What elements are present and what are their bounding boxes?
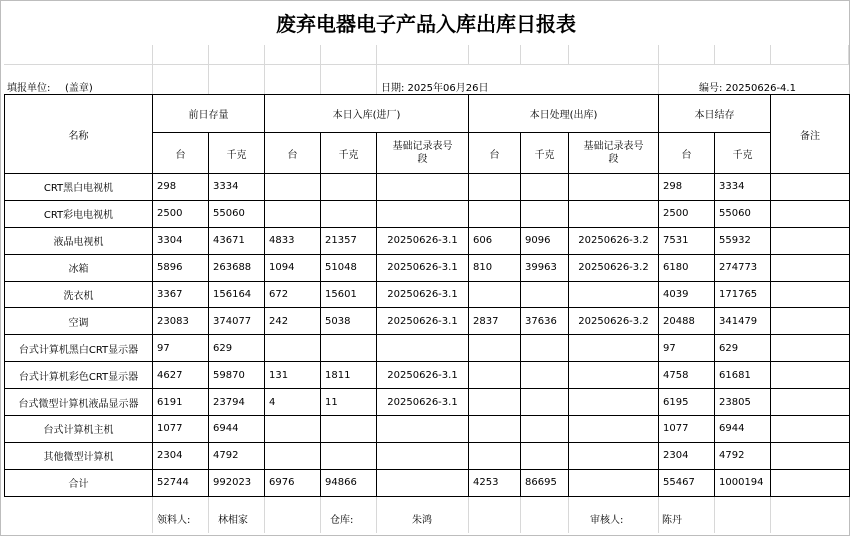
cell-in-record xyxy=(377,335,469,362)
cell-in-tai: 131 xyxy=(265,362,321,389)
cell-in-record: 20250626-3.1 xyxy=(377,308,469,335)
cell-closing-kg: 6944 xyxy=(715,416,771,443)
cell-out-tai: 2837 xyxy=(469,308,521,335)
cell-out-record xyxy=(569,469,659,496)
cell-in-tai: 6976 xyxy=(265,469,321,496)
cell-remark xyxy=(771,469,850,496)
cell-out-tai xyxy=(469,281,521,308)
cell-out-record: 20250626-3.2 xyxy=(569,254,659,281)
header-name: 名称 xyxy=(5,95,153,174)
cell-in-record xyxy=(377,469,469,496)
cell-prev-tai: 3304 xyxy=(153,227,209,254)
cell-closing-kg: 171765 xyxy=(715,281,771,308)
cell-prev-kg: 55060 xyxy=(209,200,265,227)
table-row xyxy=(5,335,850,362)
cell-in-kg: 21357 xyxy=(321,227,377,254)
cell-prev-tai: 5896 xyxy=(153,254,209,281)
cell-remark xyxy=(771,362,850,389)
cell-prev-tai: 52744 xyxy=(153,469,209,496)
cell-out-record xyxy=(569,362,659,389)
cell-prev-kg: 374077 xyxy=(209,308,265,335)
report-number: 编号: 20250626-4.1 xyxy=(699,83,796,94)
cell-in-record: 20250626-3.1 xyxy=(377,227,469,254)
cell-out-tai xyxy=(469,174,521,201)
warehouse-name: 朱鸿 xyxy=(412,515,432,526)
cell-out-kg xyxy=(521,442,569,469)
cell-prev-kg: 59870 xyxy=(209,362,265,389)
cell-in-tai xyxy=(265,174,321,201)
table-row xyxy=(5,416,850,443)
cell-prev-kg: 6944 xyxy=(209,416,265,443)
cell-prev-tai: 97 xyxy=(153,335,209,362)
cell-out-record: 20250626-3.2 xyxy=(569,227,659,254)
cell-closing-kg: 274773 xyxy=(715,254,771,281)
cell-out-kg xyxy=(521,335,569,362)
cell-prev-kg: 23794 xyxy=(209,389,265,416)
cell-in-kg xyxy=(321,200,377,227)
cell-out-tai: 810 xyxy=(469,254,521,281)
header-in-record: 基础记录表号段 xyxy=(377,133,469,174)
cell-out-kg: 86695 xyxy=(521,469,569,496)
table-row xyxy=(5,442,850,469)
header-prev-kg: 千克 xyxy=(209,133,265,174)
cell-remark xyxy=(771,308,850,335)
cell-remark xyxy=(771,227,850,254)
cell-in-kg: 94866 xyxy=(321,469,377,496)
cell-prev-kg: 263688 xyxy=(209,254,265,281)
cell-in-kg xyxy=(321,335,377,362)
receiver-label: 领料人: xyxy=(157,515,191,526)
cell-out-tai xyxy=(469,389,521,416)
header-prev-tai: 台 xyxy=(153,133,209,174)
cell-prev-tai: 4627 xyxy=(153,362,209,389)
header-closing: 本日结存 xyxy=(659,95,771,133)
signature-row xyxy=(4,497,848,533)
cell-row-name: 冰箱 xyxy=(5,254,153,281)
cell-in-kg xyxy=(321,174,377,201)
header-inbound: 本日入库(进厂) xyxy=(265,95,469,133)
table-row xyxy=(5,281,850,308)
cell-in-record xyxy=(377,174,469,201)
cell-prev-kg: 629 xyxy=(209,335,265,362)
cell-closing-tai: 6195 xyxy=(659,389,715,416)
cell-remark xyxy=(771,442,850,469)
reviewer-name: 陈丹 xyxy=(662,515,682,526)
header-out-kg: 千克 xyxy=(521,133,569,174)
cell-row-name: 台式计算机彩色CRT显示器 xyxy=(5,362,153,389)
cell-closing-tai: 55467 xyxy=(659,469,715,496)
report-title: 废弃电器电子产品入库出库日报表 xyxy=(276,12,576,36)
cell-closing-tai: 7531 xyxy=(659,227,715,254)
cell-prev-kg: 992023 xyxy=(209,469,265,496)
report-table xyxy=(4,94,850,497)
cell-closing-kg: 629 xyxy=(715,335,771,362)
cell-closing-kg: 61681 xyxy=(715,362,771,389)
blank-grid-row xyxy=(4,45,848,64)
cell-in-kg: 1811 xyxy=(321,362,377,389)
cell-remark xyxy=(771,389,850,416)
cell-out-tai: 606 xyxy=(469,227,521,254)
cell-remark xyxy=(771,281,850,308)
cell-in-tai: 4 xyxy=(265,389,321,416)
cell-out-tai xyxy=(469,416,521,443)
cell-in-kg: 11 xyxy=(321,389,377,416)
cell-in-tai xyxy=(265,335,321,362)
receiver-name: 林相家 xyxy=(218,515,248,526)
table-row xyxy=(5,308,850,335)
cell-out-tai xyxy=(469,442,521,469)
cell-out-record xyxy=(569,416,659,443)
reviewer-label: 审核人: xyxy=(590,515,624,526)
cell-prev-kg: 156164 xyxy=(209,281,265,308)
cell-in-record xyxy=(377,416,469,443)
cell-out-tai xyxy=(469,200,521,227)
cell-prev-tai: 1077 xyxy=(153,416,209,443)
cell-row-name: 液晶电视机 xyxy=(5,227,153,254)
cell-closing-tai: 97 xyxy=(659,335,715,362)
cell-in-tai: 672 xyxy=(265,281,321,308)
cell-row-name: 台式计算机主机 xyxy=(5,416,153,443)
cell-closing-kg: 55932 xyxy=(715,227,771,254)
cell-row-name: 台式微型计算机液晶显示器 xyxy=(5,389,153,416)
cell-row-name: 空调 xyxy=(5,308,153,335)
cell-out-record xyxy=(569,281,659,308)
header-prev-stock: 前日存量 xyxy=(153,95,265,133)
header-remark: 备注 xyxy=(771,95,850,174)
cell-out-kg: 39963 xyxy=(521,254,569,281)
cell-out-tai xyxy=(469,362,521,389)
header-closing-kg: 千克 xyxy=(715,133,771,174)
header-outbound: 本日处理(出库) xyxy=(469,95,659,133)
cell-in-record: 20250626-3.1 xyxy=(377,389,469,416)
cell-closing-tai: 2500 xyxy=(659,200,715,227)
header-closing-tai: 台 xyxy=(659,133,715,174)
header-out-record: 基础记录表号段 xyxy=(569,133,659,174)
table-row xyxy=(5,362,850,389)
cell-in-tai: 1094 xyxy=(265,254,321,281)
cell-closing-tai: 1077 xyxy=(659,416,715,443)
cell-closing-kg: 23805 xyxy=(715,389,771,416)
cell-remark xyxy=(771,416,850,443)
cell-closing-tai: 2304 xyxy=(659,442,715,469)
cell-closing-tai: 20488 xyxy=(659,308,715,335)
cell-closing-kg: 55060 xyxy=(715,200,771,227)
cell-prev-kg: 3334 xyxy=(209,174,265,201)
cell-in-tai: 242 xyxy=(265,308,321,335)
cell-out-kg xyxy=(521,200,569,227)
cell-out-kg xyxy=(521,362,569,389)
cell-closing-kg: 341479 xyxy=(715,308,771,335)
cell-out-record xyxy=(569,200,659,227)
cell-out-kg xyxy=(521,174,569,201)
cell-out-record xyxy=(569,389,659,416)
header-in-tai: 台 xyxy=(265,133,321,174)
cell-row-name: 其他微型计算机 xyxy=(5,442,153,469)
cell-remark xyxy=(771,335,850,362)
cell-prev-tai: 2304 xyxy=(153,442,209,469)
table-row xyxy=(5,389,850,416)
cell-remark xyxy=(771,254,850,281)
cell-prev-tai: 298 xyxy=(153,174,209,201)
cell-out-kg xyxy=(521,416,569,443)
warehouse-label: 仓库: xyxy=(330,515,354,526)
report-date: 日期: 2025年06月26日 xyxy=(381,83,489,94)
cell-out-record xyxy=(569,335,659,362)
header-out-tai: 台 xyxy=(469,133,521,174)
cell-out-kg xyxy=(521,281,569,308)
cell-in-kg: 5038 xyxy=(321,308,377,335)
cell-closing-tai: 4758 xyxy=(659,362,715,389)
cell-out-kg: 9096 xyxy=(521,227,569,254)
unit-value: (盖章) xyxy=(65,83,93,94)
cell-prev-kg: 4792 xyxy=(209,442,265,469)
cell-closing-kg: 1000194 xyxy=(715,469,771,496)
cell-out-record: 20250626-3.2 xyxy=(569,308,659,335)
cell-out-kg: 37636 xyxy=(521,308,569,335)
cell-prev-kg: 43671 xyxy=(209,227,265,254)
cell-in-kg: 51048 xyxy=(321,254,377,281)
cell-remark xyxy=(771,174,850,201)
cell-in-kg xyxy=(321,442,377,469)
cell-in-tai xyxy=(265,416,321,443)
table-row xyxy=(5,200,850,227)
cell-row-name: 合计 xyxy=(5,469,153,496)
cell-in-record xyxy=(377,200,469,227)
cell-out-kg xyxy=(521,389,569,416)
cell-remark xyxy=(771,200,850,227)
cell-out-tai xyxy=(469,335,521,362)
cell-in-record: 20250626-3.1 xyxy=(377,362,469,389)
cell-in-tai xyxy=(265,200,321,227)
table-row xyxy=(5,174,850,201)
cell-closing-tai: 4039 xyxy=(659,281,715,308)
cell-closing-kg: 3334 xyxy=(715,174,771,201)
cell-prev-tai: 2500 xyxy=(153,200,209,227)
cell-row-name: CRT彩电电视机 xyxy=(5,200,153,227)
table-row xyxy=(5,227,850,254)
cell-prev-tai: 23083 xyxy=(153,308,209,335)
unit-label: 填报单位: xyxy=(7,83,51,94)
cell-row-name: CRT黑白电视机 xyxy=(5,174,153,201)
cell-row-name: 台式计算机黑白CRT显示器 xyxy=(5,335,153,362)
cell-out-record xyxy=(569,442,659,469)
cell-in-record: 20250626-3.1 xyxy=(377,254,469,281)
cell-closing-tai: 6180 xyxy=(659,254,715,281)
cell-prev-tai: 6191 xyxy=(153,389,209,416)
cell-in-tai xyxy=(265,442,321,469)
cell-out-tai: 4253 xyxy=(469,469,521,496)
cell-in-record: 20250626-3.1 xyxy=(377,281,469,308)
cell-prev-tai: 3367 xyxy=(153,281,209,308)
cell-in-record xyxy=(377,442,469,469)
header-in-kg: 千克 xyxy=(321,133,377,174)
table-row xyxy=(5,254,850,281)
cell-in-kg xyxy=(321,416,377,443)
cell-closing-tai: 298 xyxy=(659,174,715,201)
cell-in-kg: 15601 xyxy=(321,281,377,308)
cell-in-tai: 4833 xyxy=(265,227,321,254)
table-row xyxy=(5,469,850,496)
cell-out-record xyxy=(569,174,659,201)
cell-closing-kg: 4792 xyxy=(715,442,771,469)
cell-row-name: 洗衣机 xyxy=(5,281,153,308)
